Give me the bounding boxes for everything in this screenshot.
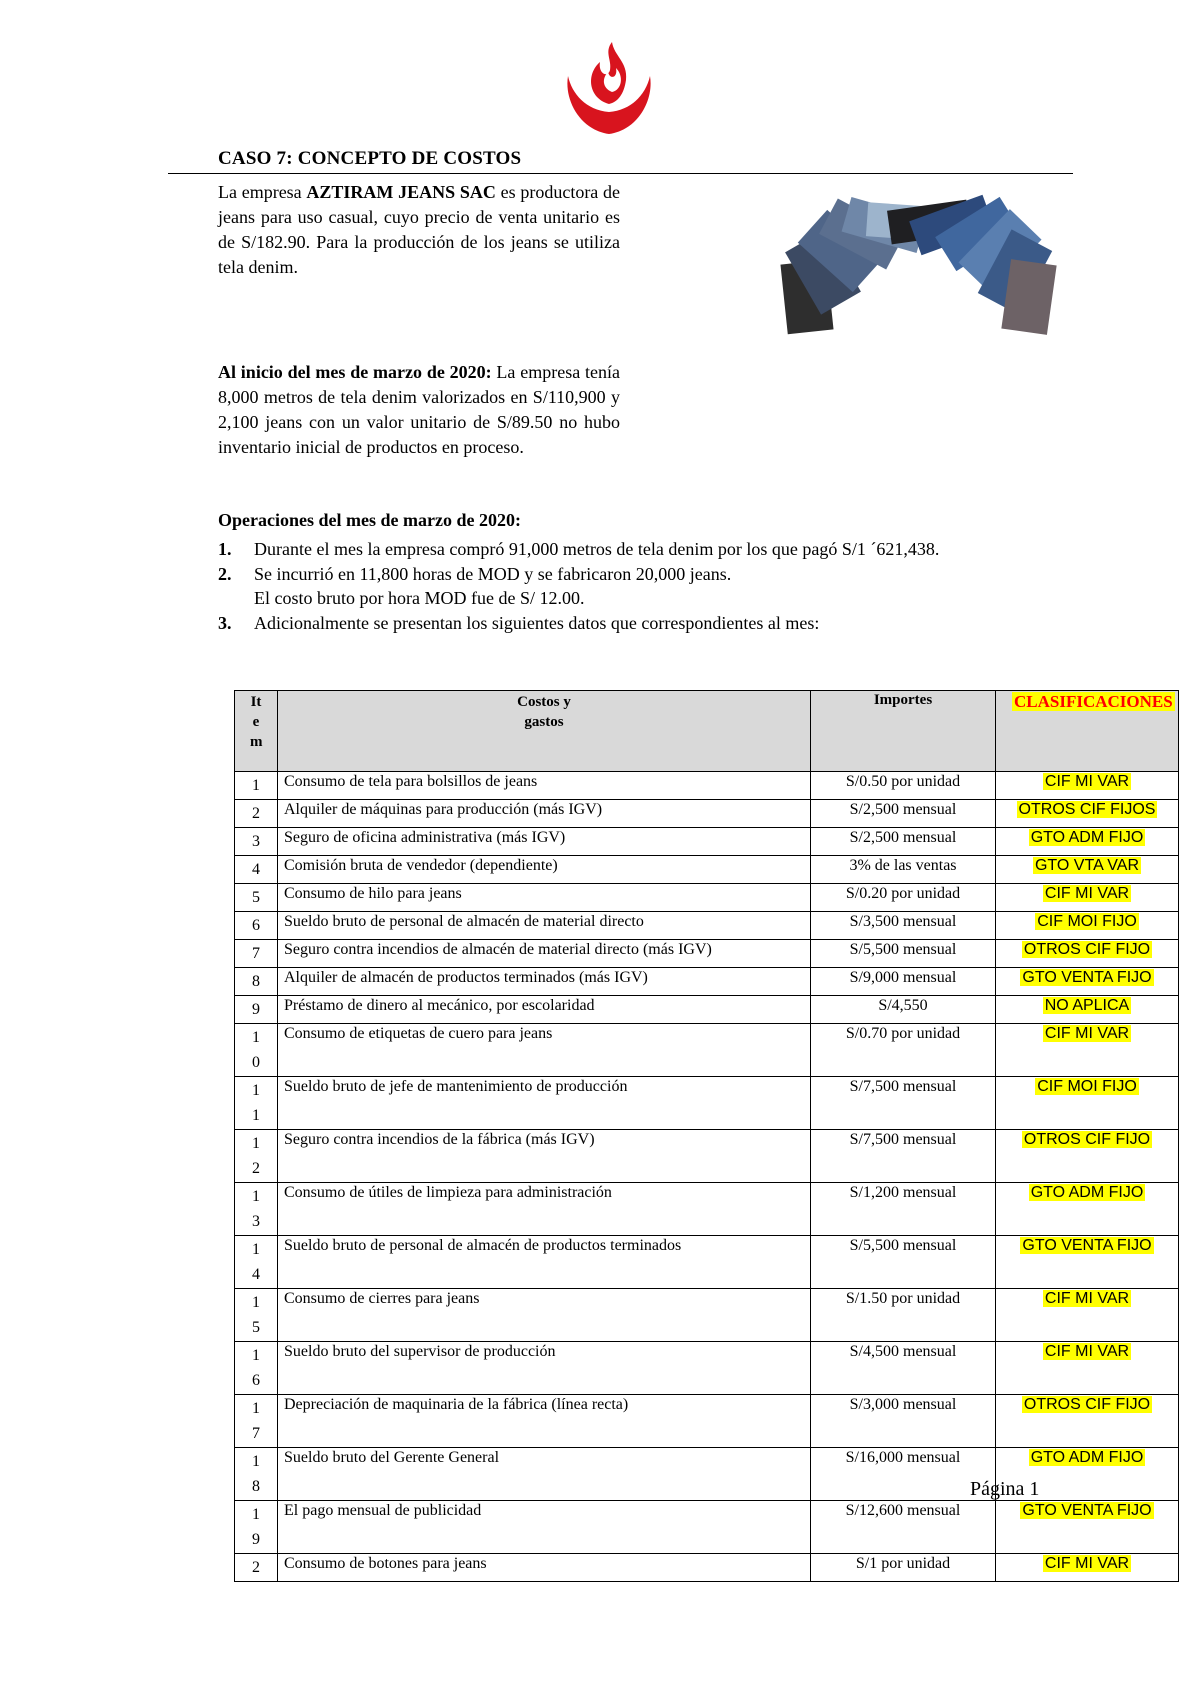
table-row <box>235 912 1179 940</box>
cell-amount: S/9,000 mensual <box>811 968 996 996</box>
cell-classification: GTO VENTA FIJO <box>996 1236 1179 1289</box>
cell-description: Seguro de oficina administrativa (más IGV) <box>278 828 811 856</box>
cell-description: Consumo de hilo para jeans <box>278 884 811 912</box>
cell-classification: CIF MI VAR <box>996 1342 1179 1395</box>
cell-description: Consumo de etiquetas de cuero para jeans <box>278 1024 811 1077</box>
cell-classification: CIF MI VAR <box>996 1554 1179 1582</box>
cell-amount: S/0.70 por unidad <box>811 1024 996 1077</box>
cell-amount: S/2,500 mensual <box>811 828 996 856</box>
cell-description: Préstamo de dinero al mecánico, por escolaridad <box>278 996 811 1024</box>
cell-amount: S/7,500 mensual <box>811 1130 996 1183</box>
cell-item: 16 <box>235 1342 278 1395</box>
col-header-amount: Importes <box>811 691 996 772</box>
cell-classification: GTO ADM FIJO <box>996 1183 1179 1236</box>
cell-description: Consumo de cierres para jeans <box>278 1289 811 1342</box>
cell-classification: GTO ADM FIJO <box>996 828 1179 856</box>
jeans-fan-image <box>778 180 1060 336</box>
operation-item: 3. Adicionalmente se presentan los siguientes datos que correspondientes al mes: <box>218 612 820 633</box>
cell-description: Sueldo bruto de jefe de mantenimiento de producción <box>278 1077 811 1130</box>
table-row <box>235 1077 1179 1130</box>
cell-classification: CIF MI VAR <box>996 1024 1179 1077</box>
cell-classification: OTROS CIF FIJO <box>996 940 1179 968</box>
cell-item: 2 <box>235 1554 278 1582</box>
cell-amount: S/12,600 mensual <box>811 1501 996 1554</box>
table-header-row <box>235 691 1179 772</box>
cell-item: 12 <box>235 1130 278 1183</box>
cell-description: Alquiler de almacén de productos terminados (más IGV) <box>278 968 811 996</box>
cell-description: Seguro contra incendios de almacén de material directo (más IGV) <box>278 940 811 968</box>
table-row <box>235 1236 1179 1289</box>
cell-classification: CIF MI VAR <box>996 884 1179 912</box>
table-row <box>235 1395 1179 1448</box>
cell-item: 9 <box>235 996 278 1024</box>
case-title: CASO 7: CONCEPTO DE COSTOS <box>218 148 522 169</box>
cell-amount: S/2,500 mensual <box>811 800 996 828</box>
cell-classification: GTO VTA VAR <box>996 856 1179 884</box>
cell-item: 8 <box>235 968 278 996</box>
cell-description: Seguro contra incendios de la fábrica (más IGV) <box>278 1130 811 1183</box>
cell-amount: S/0.20 por unidad <box>811 884 996 912</box>
cell-amount: S/3,000 mensual <box>811 1395 996 1448</box>
cell-description: Sueldo bruto de personal de almacén de productos terminados <box>278 1236 811 1289</box>
operation-item: 1. Durante el mes la empresa compró 91,000 metros de tela denim por los que pagó S/1 ´621,438. <box>218 539 940 559</box>
cell-amount: S/1 por unidad <box>811 1554 996 1582</box>
cell-classification: GTO VENTA FIJO <box>996 1501 1179 1554</box>
cell-item: 6 <box>235 912 278 940</box>
cell-description: Consumo de botones para jeans <box>278 1554 811 1582</box>
table-row <box>235 1130 1179 1183</box>
cell-amount: 3% de las ventas <box>811 856 996 884</box>
table-row <box>235 1501 1179 1554</box>
cell-description: Consumo de útiles de limpieza para administración <box>278 1183 811 1236</box>
table-row <box>235 1342 1179 1395</box>
cell-classification: CIF MI VAR <box>996 772 1179 800</box>
cell-classification: GTO VENTA FIJO <box>996 968 1179 996</box>
cell-item: 5 <box>235 884 278 912</box>
col-header-item: Item <box>235 691 278 772</box>
cell-amount: S/16,000 mensual <box>811 1448 996 1501</box>
cell-description: Depreciación de maquinaria de la fábrica (línea recta) <box>278 1395 811 1448</box>
cell-item: 13 <box>235 1183 278 1236</box>
table-row <box>235 1024 1179 1077</box>
col-header-desc: Costos y gastos <box>278 691 811 772</box>
table-row <box>235 968 1179 996</box>
cell-item: 10 <box>235 1024 278 1077</box>
cell-item: 19 <box>235 1501 278 1554</box>
cell-item: 18 <box>235 1448 278 1501</box>
cell-description: Sueldo bruto del Gerente General <box>278 1448 811 1501</box>
cell-item: 2 <box>235 800 278 828</box>
company-name: AZTIRAM JEANS SAC <box>306 182 496 202</box>
operation-item: 2. Se incurrió en 11,800 horas de MOD y se fabricaron 20,000 jeans. El costo bruto por hora MOD fue de S/ 12.00. <box>218 563 732 608</box>
cell-classification: OTROS CIF FIJO <box>996 1130 1179 1183</box>
cell-description: Sueldo bruto del supervisor de producción <box>278 1342 811 1395</box>
cell-item: 15 <box>235 1289 278 1342</box>
cell-amount: S/5,500 mensual <box>811 940 996 968</box>
cell-amount: S/7,500 mensual <box>811 1077 996 1130</box>
title-divider <box>168 173 1073 174</box>
cell-amount: S/1.50 por unidad <box>811 1289 996 1342</box>
costs-table <box>234 690 1179 1582</box>
cell-classification: CIF MOI FIJO <box>996 912 1179 940</box>
cell-item: 1 <box>235 772 278 800</box>
cell-item: 17 <box>235 1395 278 1448</box>
cell-amount: S/4,500 mensual <box>811 1342 996 1395</box>
table-row <box>235 996 1179 1024</box>
cell-classification: CIF MOI FIJO <box>996 1077 1179 1130</box>
table-row <box>235 800 1179 828</box>
initial-state-paragraph: Al inicio del mes de marzo de 2020: La empresa tenía 8,000 metros de tela denim valorizados en S/110,900 y 2,100 jeans con un valor unitario de S/89.50 no hubo inventario inicial de productos en proceso. <box>218 362 620 457</box>
cell-amount: S/3,500 mensual <box>811 912 996 940</box>
cell-classification: CIF MI VAR <box>996 1289 1179 1342</box>
table-row <box>235 772 1179 800</box>
operations-heading: Operaciones del mes de marzo de 2020: <box>218 510 521 530</box>
cell-classification: GTO ADM FIJO <box>996 1448 1179 1501</box>
cell-amount: S/5,500 mensual <box>811 1236 996 1289</box>
cell-amount: S/4,550 <box>811 996 996 1024</box>
cell-description: Sueldo bruto de personal de almacén de material directo <box>278 912 811 940</box>
cell-classification: OTROS CIF FIJOS <box>996 800 1179 828</box>
cell-description: Comisión bruta de vendedor (dependiente) <box>278 856 811 884</box>
cell-amount: S/0.50 por unidad <box>811 772 996 800</box>
cell-item: 3 <box>235 828 278 856</box>
cell-classification: OTROS CIF FIJO <box>996 1395 1179 1448</box>
intro-paragraph: La empresa AZTIRAM JEANS SAC es productora de jeans para uso casual, cuyo precio de venta unitario es de S/182.90. Para la producción de los jeans se utiliza tela denim. <box>218 182 621 277</box>
cell-item: 14 <box>235 1236 278 1289</box>
cell-amount: S/1,200 mensual <box>811 1183 996 1236</box>
page-number: Página 1 <box>970 1478 1040 1500</box>
table-row <box>235 856 1179 884</box>
cell-description: El pago mensual de publicidad <box>278 1501 811 1554</box>
university-flame-logo <box>562 38 656 138</box>
table-row <box>235 828 1179 856</box>
cell-item: 7 <box>235 940 278 968</box>
operations-list <box>218 537 1068 635</box>
table-row <box>235 940 1179 968</box>
table-row <box>235 1554 1179 1582</box>
cell-description: Alquiler de máquinas para producción (más IGV) <box>278 800 811 828</box>
col-header-classification: CLASIFICACIONES <box>996 691 1179 772</box>
cell-item: 11 <box>235 1077 278 1130</box>
cell-item: 4 <box>235 856 278 884</box>
table-row <box>235 884 1179 912</box>
cell-description: Consumo de tela para bolsillos de jeans <box>278 772 811 800</box>
table-row <box>235 1183 1179 1236</box>
cell-classification: NO APLICA <box>996 996 1179 1024</box>
table-row <box>235 1289 1179 1342</box>
